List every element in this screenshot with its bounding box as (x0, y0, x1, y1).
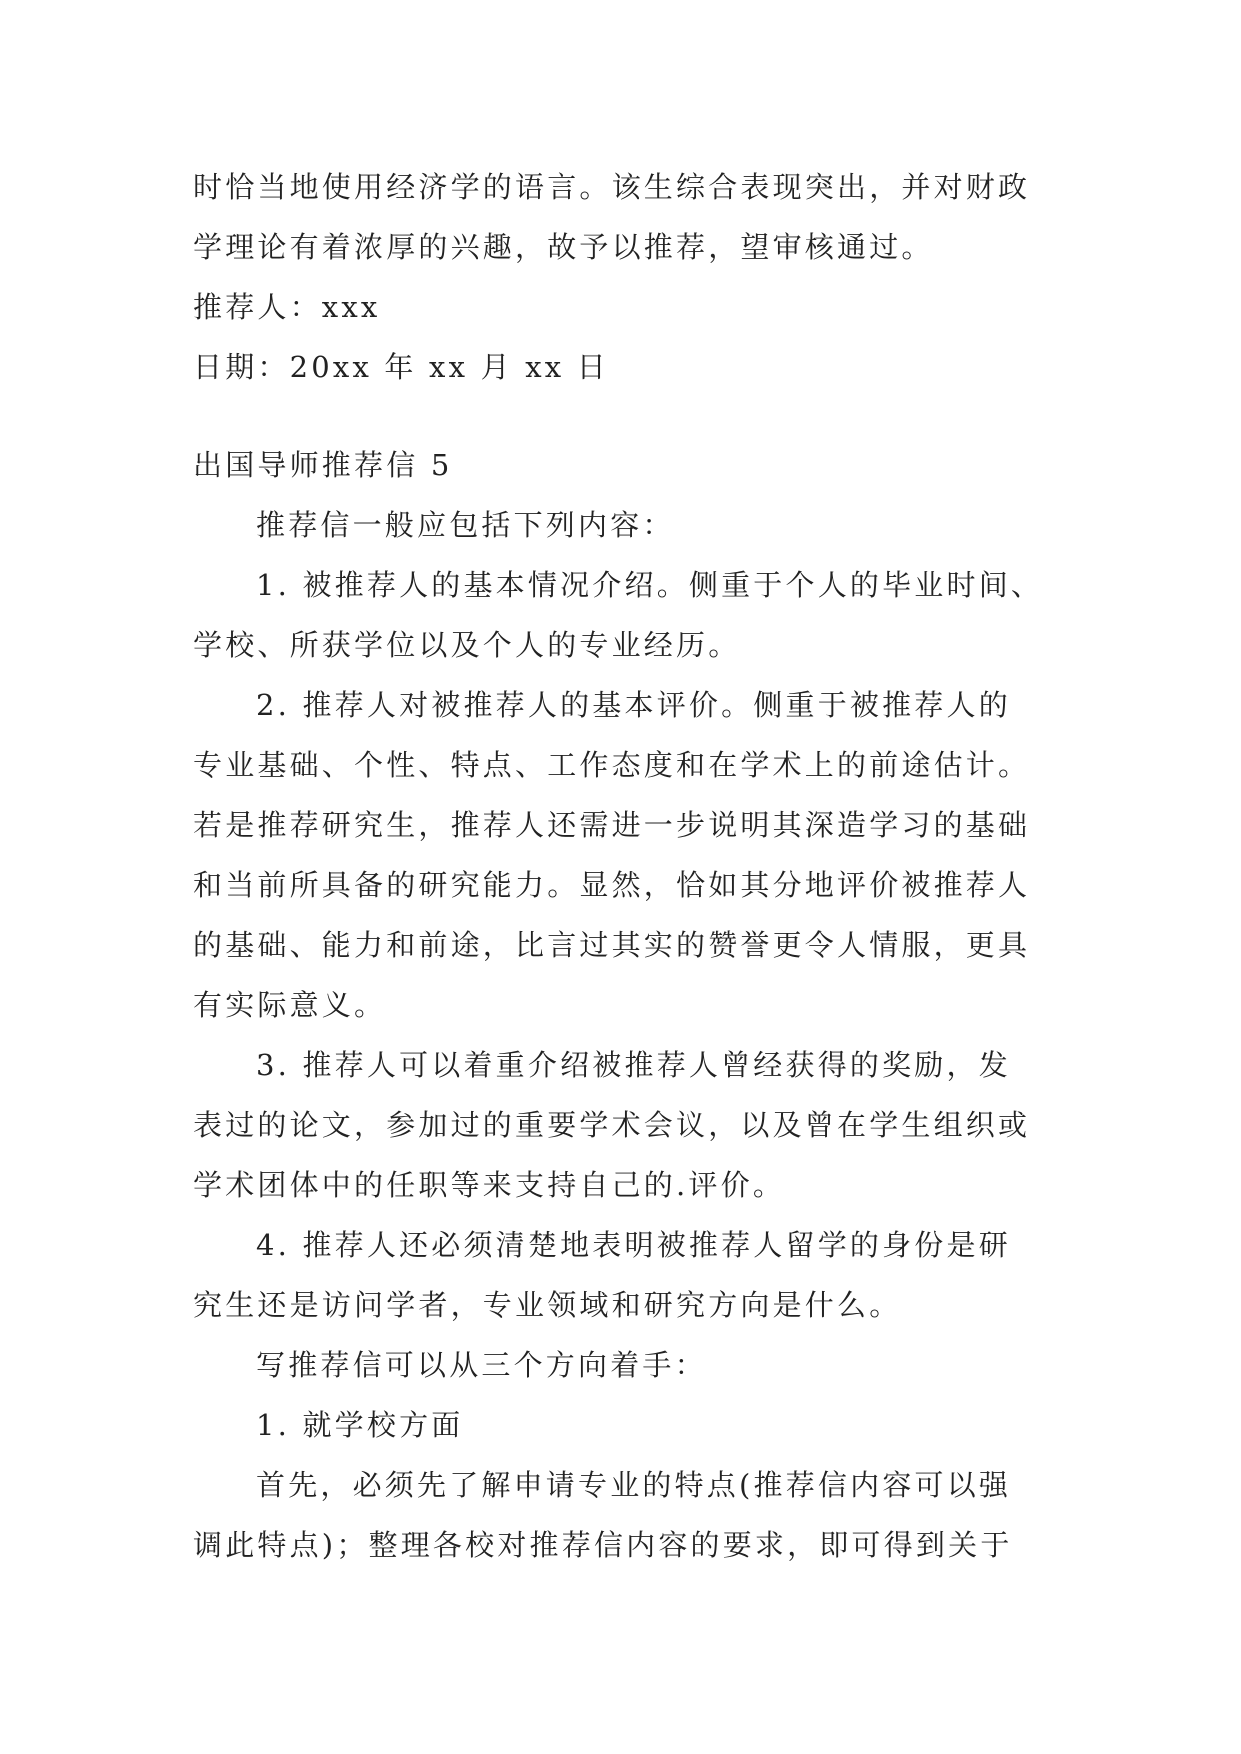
document-body (193, 157, 1073, 1575)
text-line: 学理论有着浓厚的兴趣，故予以推荐，望审核通过。 (193, 230, 934, 264)
paragraph-line: 写推荐信可以从三个方向着手： (256, 1348, 707, 1382)
paragraph-line: 学校、所获学位以及个人的专业经历。 (193, 628, 741, 662)
section-gap (193, 397, 1073, 435)
paragraph-line: 有实际意义。 (193, 988, 387, 1022)
paragraph-line: 和当前所具备的研究能力。显然，恰如其分地评价被推荐人 (193, 868, 1031, 902)
paragraph-line: 表过的论文，参加过的重要学术会议，以及曾在学生组织或 (193, 1108, 1031, 1142)
list-item-line: 2. 推荐人对被推荐人的基本评价。侧重于被推荐人的 (256, 688, 1011, 722)
paragraph-line: 首先，必须先了解申请专业的特点(推荐信内容可以强 (256, 1468, 1012, 1502)
paragraph-line: 调此特点)；整理各校对推荐信内容的要求，即可得到关于 (193, 1528, 1013, 1562)
recommender-line: 推荐人：xxx (193, 290, 381, 324)
paragraph-line: 推荐信一般应包括下列内容： (256, 508, 675, 542)
paragraph-line: 的基础、能力和前途，比言过其实的赞誉更令人情服，更具 (193, 928, 1031, 962)
list-item-line: 1. 就学校方面 (256, 1408, 464, 1442)
list-item-line: 3. 推荐人可以着重介绍被推荐人曾经获得的奖励，发 (256, 1048, 1011, 1082)
list-item-line: 4. 推荐人还必须清楚地表明被推荐人留学的身份是研 (256, 1228, 1011, 1262)
date-line: 日期：20xx 年 xx 月 xx 日 (193, 350, 609, 384)
text-line: 时恰当地使用经济学的语言。该生综合表现突出，并对财政 (193, 170, 1031, 204)
section-heading: 出国导师推荐信 5 (193, 448, 453, 482)
paragraph-line: 专业基础、个性、特点、工作态度和在学术上的前途估计。 (193, 748, 1031, 782)
list-item-line: 1. 被推荐人的基本情况介绍。侧重于个人的毕业时间、 (256, 568, 1044, 602)
paragraph-line: 究生还是访问学者，专业领域和研究方向是什么。 (193, 1288, 902, 1322)
paragraph-line: 若是推荐研究生，推荐人还需进一步说明其深造学习的基础 (193, 808, 1031, 842)
paragraph-line: 学术团体中的任职等来支持自己的.评价。 (193, 1168, 786, 1202)
